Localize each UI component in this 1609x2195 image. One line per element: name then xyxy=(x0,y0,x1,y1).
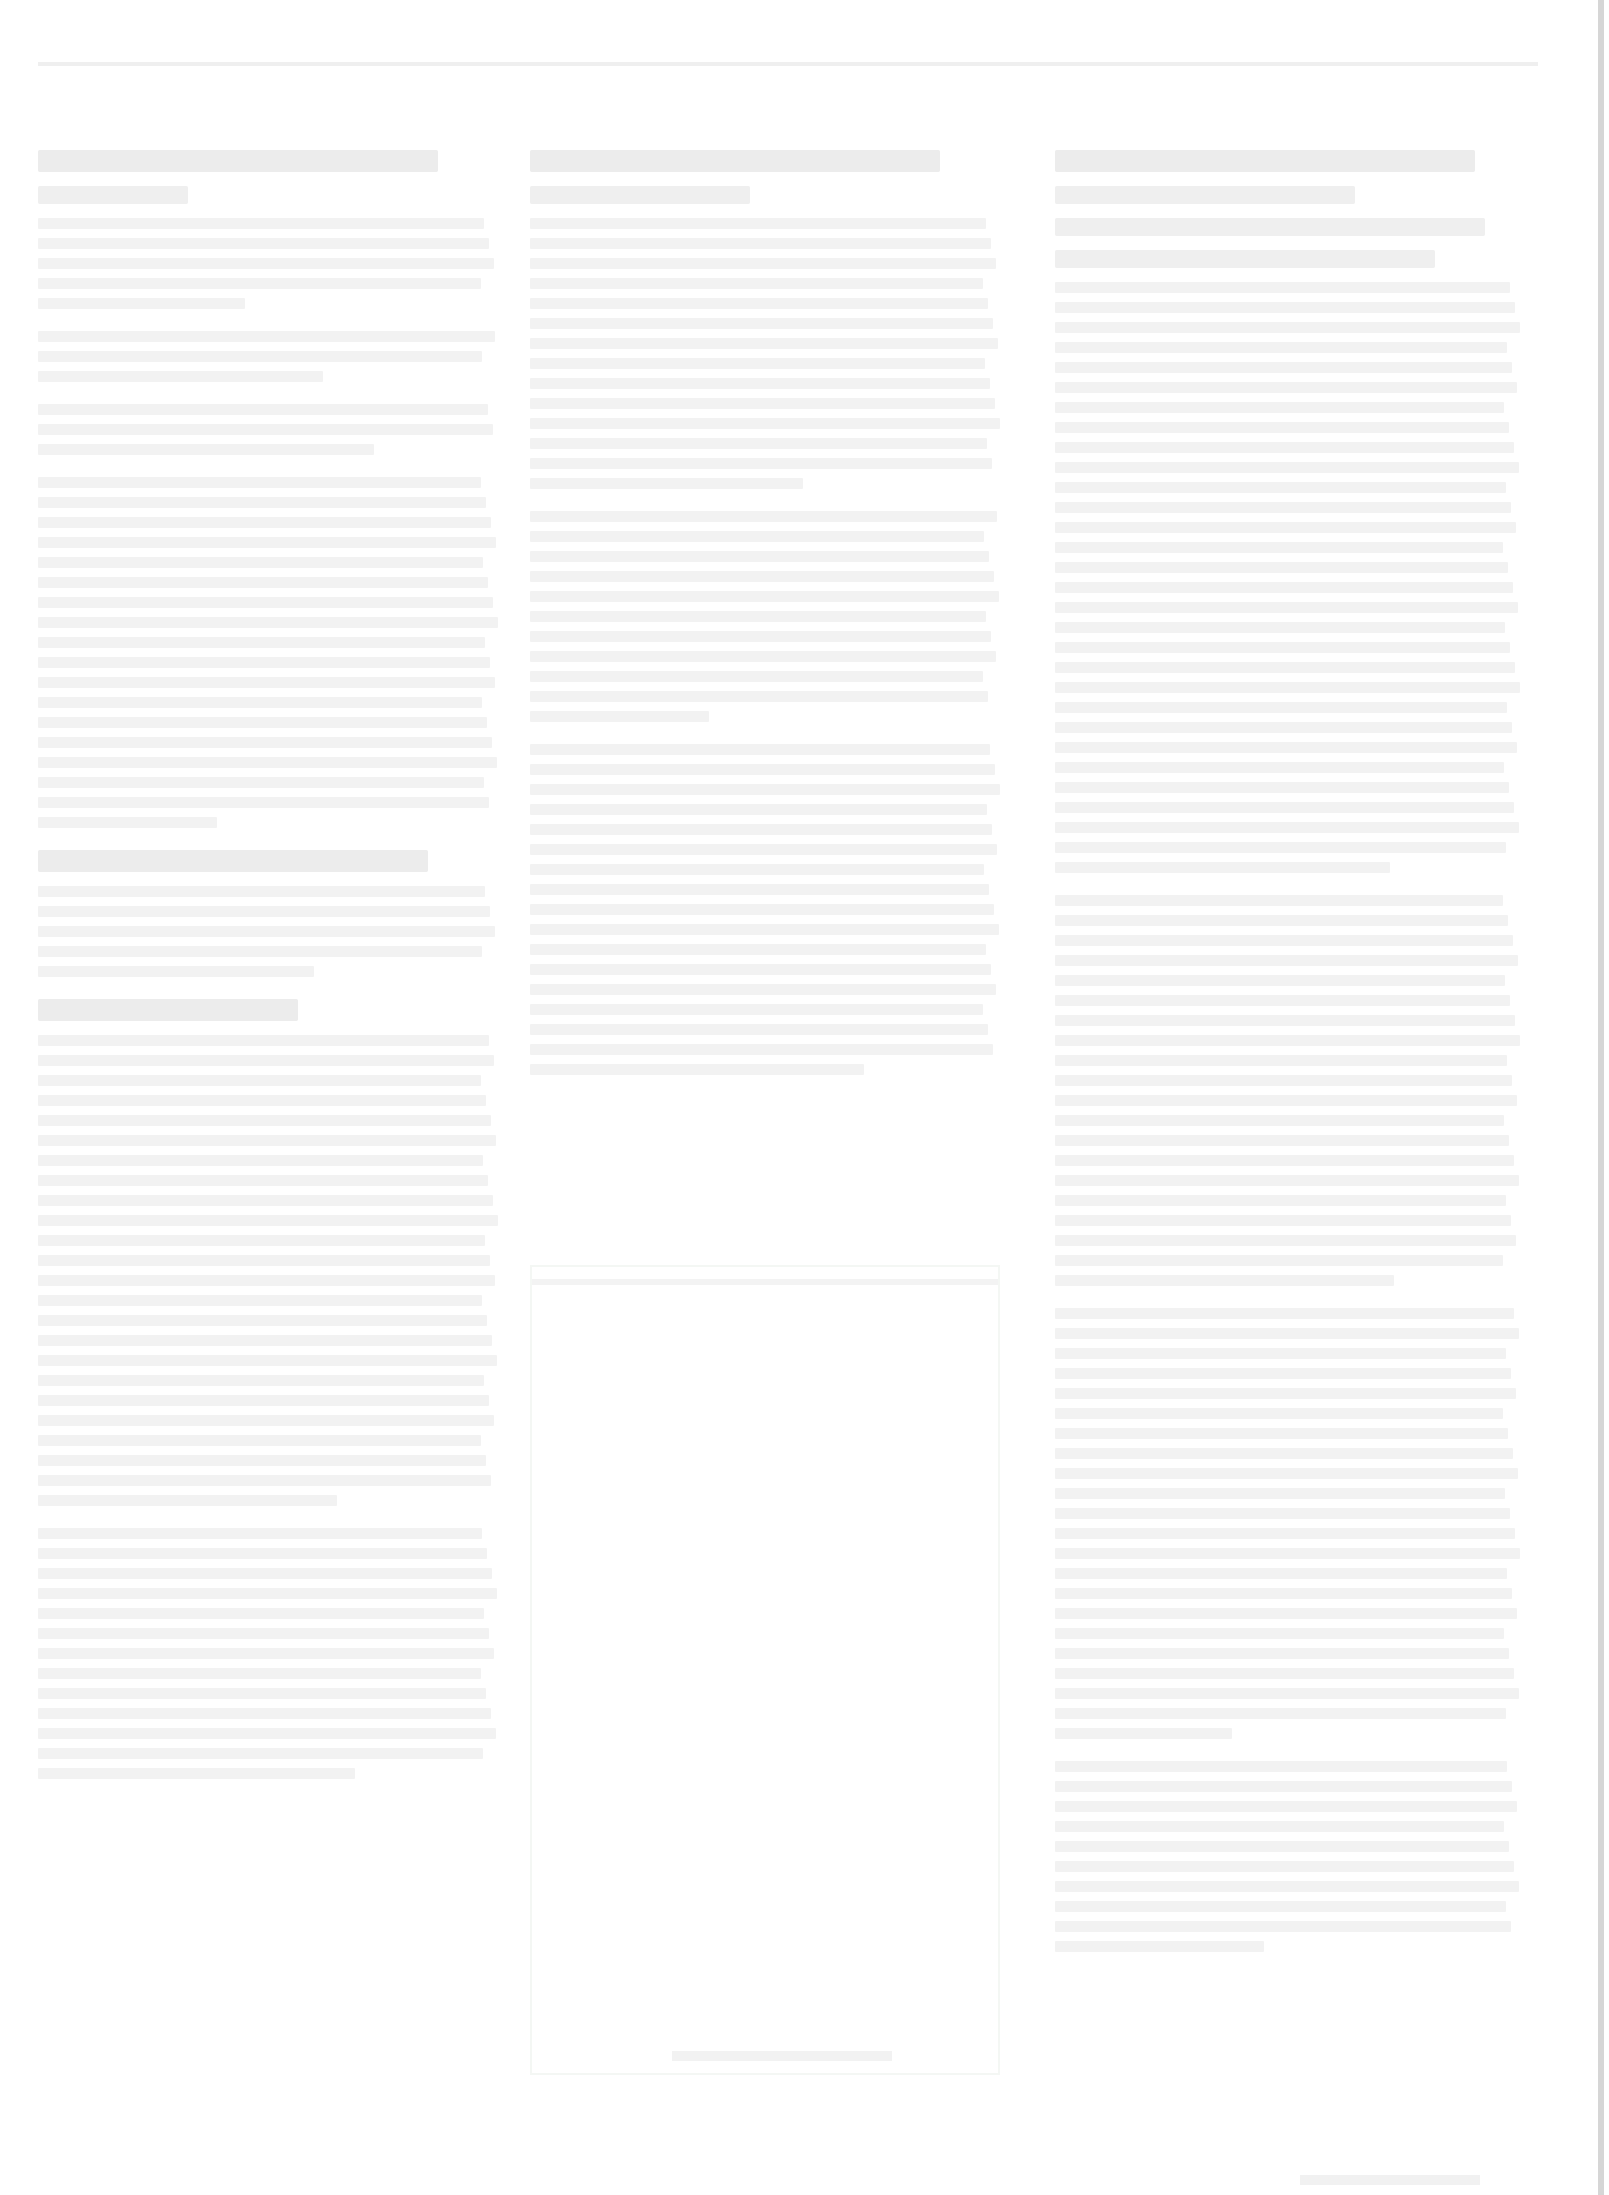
faded-text-line xyxy=(38,1588,497,1599)
figure-top-rule xyxy=(532,1279,998,1285)
faded-text-line xyxy=(38,1568,492,1579)
faded-text-line xyxy=(38,1375,484,1386)
faded-text-line xyxy=(530,358,985,369)
faded-text-line xyxy=(530,278,983,289)
faded-text-line xyxy=(38,1155,483,1166)
faded-heading xyxy=(1055,250,1435,268)
faded-text-line xyxy=(38,1708,491,1719)
footer-faded-text xyxy=(1300,2175,1480,2185)
faded-text-line xyxy=(1055,1841,1509,1852)
faded-text-line xyxy=(1055,462,1519,473)
faded-paragraph xyxy=(38,218,498,309)
faded-text-line xyxy=(1055,1055,1507,1066)
faded-text-line xyxy=(38,1435,481,1446)
faded-text-line xyxy=(1055,1468,1518,1479)
faded-text-line xyxy=(1055,562,1508,573)
faded-text-line xyxy=(1055,1408,1503,1419)
faded-text-line xyxy=(530,458,992,469)
faded-text-line xyxy=(38,1295,482,1306)
faded-text-line xyxy=(530,298,988,309)
faded-text-line xyxy=(1055,1921,1511,1932)
faded-text-line xyxy=(1055,1668,1514,1679)
faded-text-line xyxy=(38,537,496,548)
faded-text-line xyxy=(1055,622,1505,633)
faded-text-line xyxy=(530,398,995,409)
faded-text-line xyxy=(1055,1368,1511,1379)
faded-text-line xyxy=(1055,1255,1503,1266)
faded-text-line xyxy=(38,477,481,488)
faded-text-line xyxy=(530,571,994,582)
faded-text-line xyxy=(1055,1861,1514,1872)
faded-text-line xyxy=(38,1415,494,1426)
faded-heading xyxy=(1055,218,1485,236)
faded-text-line xyxy=(530,691,988,702)
faded-text-line xyxy=(38,1115,491,1126)
faded-paragraph xyxy=(1055,895,1520,1286)
faded-paragraph xyxy=(1055,282,1520,873)
text-column-middle xyxy=(530,150,1000,1097)
faded-heading xyxy=(38,999,298,1021)
faded-heading xyxy=(38,186,188,204)
faded-text-line xyxy=(1055,1548,1520,1559)
faded-text-line xyxy=(38,797,489,808)
faded-text-line xyxy=(38,657,490,668)
faded-text-line xyxy=(1055,762,1504,773)
faded-text-line xyxy=(38,1095,486,1106)
faded-text-line xyxy=(530,378,990,389)
faded-text-line xyxy=(38,817,217,828)
faded-text-line xyxy=(38,1175,488,1186)
faded-text-line xyxy=(38,218,484,229)
faded-text-line xyxy=(1055,402,1504,413)
faded-text-line xyxy=(1055,482,1506,493)
figure-caption-faded xyxy=(672,2051,892,2061)
faded-text-line xyxy=(1055,1275,1394,1286)
text-column-left xyxy=(38,150,498,1801)
faded-text-line xyxy=(1055,1528,1515,1539)
faded-heading xyxy=(1055,186,1355,204)
faded-text-line xyxy=(38,926,495,937)
faded-text-line xyxy=(1055,382,1517,393)
faded-heading xyxy=(38,150,438,172)
faded-text-line xyxy=(1055,602,1518,613)
faded-text-line xyxy=(38,424,493,435)
faded-text-line xyxy=(1055,362,1512,373)
faded-text-line xyxy=(1055,282,1510,293)
faded-text-line xyxy=(38,1608,484,1619)
faded-text-line xyxy=(1055,1195,1506,1206)
figure-frame xyxy=(530,1265,1000,2075)
faded-text-line xyxy=(1055,1821,1504,1832)
faded-text-line xyxy=(38,1135,496,1146)
faded-text-line xyxy=(38,404,488,415)
faded-text-line xyxy=(1055,1781,1512,1792)
faded-text-line xyxy=(530,591,999,602)
faded-text-line xyxy=(530,864,984,875)
faded-text-line xyxy=(530,984,996,995)
faded-text-line xyxy=(530,1044,993,1055)
faded-text-line xyxy=(1055,1308,1514,1319)
faded-text-line xyxy=(1055,1115,1504,1126)
faded-text-line xyxy=(38,1395,489,1406)
faded-text-line xyxy=(1055,1328,1519,1339)
faded-text-line xyxy=(38,1475,491,1486)
faded-heading xyxy=(1055,150,1475,172)
faded-text-line xyxy=(38,497,486,508)
faded-text-line xyxy=(530,651,996,662)
faded-heading xyxy=(38,850,428,872)
faded-text-line xyxy=(38,637,485,648)
faded-text-line xyxy=(1055,1588,1512,1599)
faded-text-line xyxy=(1055,1135,1509,1146)
faded-text-line xyxy=(1055,1608,1517,1619)
faded-text-line xyxy=(38,298,245,309)
faded-text-line xyxy=(1055,995,1510,1006)
faded-text-line xyxy=(38,351,482,362)
faded-text-line xyxy=(38,1055,494,1066)
faded-text-line xyxy=(1055,802,1514,813)
faded-text-line xyxy=(1055,1075,1512,1086)
faded-text-line xyxy=(38,371,323,382)
faded-paragraph xyxy=(530,218,1000,489)
faded-paragraph xyxy=(530,511,1000,722)
faded-text-line xyxy=(1055,1448,1513,1459)
faded-text-line xyxy=(530,258,996,269)
faded-text-line xyxy=(1055,782,1509,793)
faded-text-line xyxy=(38,906,490,917)
faded-text-line xyxy=(38,1728,496,1739)
faded-paragraph xyxy=(1055,1308,1520,1739)
faded-text-line xyxy=(38,1648,494,1659)
faded-text-line xyxy=(38,1335,492,1346)
faded-text-line xyxy=(530,478,803,489)
faded-text-line xyxy=(1055,1881,1519,1892)
faded-text-line xyxy=(1055,642,1510,653)
faded-text-line xyxy=(38,777,484,788)
faded-text-line xyxy=(1055,1801,1517,1812)
faded-text-line xyxy=(1055,1155,1514,1166)
faded-paragraph xyxy=(38,886,498,977)
faded-text-line xyxy=(1055,682,1520,693)
faded-text-line xyxy=(1055,935,1513,946)
faded-text-line xyxy=(1055,322,1520,333)
faded-heading xyxy=(530,150,940,172)
faded-text-line xyxy=(1055,1235,1516,1246)
faded-text-line xyxy=(38,1035,489,1046)
faded-text-line xyxy=(38,1768,355,1779)
faded-text-line xyxy=(530,511,997,522)
faded-text-line xyxy=(38,1195,493,1206)
faded-text-line xyxy=(530,438,987,449)
faded-text-line xyxy=(38,1548,487,1559)
faded-text-line xyxy=(530,804,987,815)
faded-text-line xyxy=(530,904,994,915)
faded-text-line xyxy=(1055,1628,1504,1639)
faded-text-line xyxy=(530,1064,864,1075)
faded-text-line xyxy=(1055,542,1503,553)
faded-text-line xyxy=(38,1688,486,1699)
faded-text-line xyxy=(38,577,488,588)
faded-text-line xyxy=(38,1275,495,1286)
faded-text-line xyxy=(1055,1035,1520,1046)
faded-paragraph xyxy=(38,331,498,382)
faded-text-line xyxy=(38,1315,487,1326)
faded-text-line xyxy=(1055,1508,1510,1519)
faded-text-line xyxy=(38,1748,483,1759)
faded-text-line xyxy=(530,784,1000,795)
faded-text-line xyxy=(38,1628,489,1639)
faded-text-line xyxy=(38,331,495,342)
page-edge-shadow xyxy=(1598,0,1604,2195)
faded-text-line xyxy=(38,1355,497,1366)
faded-paragraph xyxy=(38,1528,498,1779)
faded-text-line xyxy=(1055,742,1517,753)
faded-text-line xyxy=(38,886,485,897)
faded-text-line xyxy=(38,1455,486,1466)
faded-text-line xyxy=(530,611,986,622)
faded-text-line xyxy=(38,1255,490,1266)
faded-text-line xyxy=(530,744,990,755)
faded-paragraph xyxy=(38,477,498,828)
faded-text-line xyxy=(38,1668,481,1679)
faded-text-line xyxy=(38,258,494,269)
faded-paragraph xyxy=(38,1035,498,1506)
faded-paragraph xyxy=(38,404,498,455)
faded-text-line xyxy=(38,597,493,608)
faded-text-line xyxy=(38,444,374,455)
faded-text-line xyxy=(1055,1175,1519,1186)
faded-text-line xyxy=(38,1235,485,1246)
faded-text-line xyxy=(530,1024,988,1035)
faded-text-line xyxy=(1055,1015,1515,1026)
faded-text-line xyxy=(1055,662,1515,673)
faded-text-line xyxy=(1055,442,1514,453)
faded-text-line xyxy=(530,964,991,975)
faded-text-line xyxy=(1055,522,1516,533)
faded-text-line xyxy=(38,966,314,977)
faded-paragraph xyxy=(530,744,1000,1075)
faded-text-line xyxy=(1055,822,1519,833)
faded-text-line xyxy=(38,697,482,708)
faded-text-line xyxy=(1055,915,1508,926)
faded-text-line xyxy=(530,218,986,229)
faded-text-line xyxy=(530,338,998,349)
faded-text-line xyxy=(1055,422,1509,433)
faded-text-line xyxy=(1055,502,1511,513)
faded-text-line xyxy=(1055,1348,1506,1359)
faded-text-line xyxy=(1055,1388,1516,1399)
faded-text-line xyxy=(1055,1688,1519,1699)
faded-text-line xyxy=(1055,1761,1507,1772)
faded-text-line xyxy=(1055,702,1507,713)
faded-text-line xyxy=(530,884,989,895)
faded-text-line xyxy=(530,944,986,955)
faded-paragraph xyxy=(1055,1761,1520,1952)
faded-text-line xyxy=(38,757,497,768)
faded-text-line xyxy=(1055,1708,1506,1719)
faded-text-line xyxy=(1055,1488,1505,1499)
faded-text-line xyxy=(1055,975,1505,986)
faded-text-line xyxy=(38,1215,498,1226)
faded-text-line xyxy=(530,531,984,542)
faded-text-line xyxy=(1055,1428,1508,1439)
faded-text-line xyxy=(1055,1215,1511,1226)
faded-text-line xyxy=(38,1528,482,1539)
faded-text-line xyxy=(1055,1648,1509,1659)
faded-text-line xyxy=(38,617,498,628)
faded-text-line xyxy=(1055,722,1512,733)
faded-text-line xyxy=(530,631,991,642)
page-top-rule xyxy=(38,62,1538,66)
faded-text-line xyxy=(38,677,495,688)
faded-text-line xyxy=(530,671,983,682)
faded-text-line xyxy=(530,924,999,935)
faded-text-line xyxy=(1055,862,1390,873)
faded-text-line xyxy=(1055,955,1518,966)
faded-text-line xyxy=(38,946,482,957)
faded-text-line xyxy=(38,737,492,748)
faded-text-line xyxy=(1055,1095,1517,1106)
faded-heading xyxy=(530,186,750,204)
faded-text-line xyxy=(530,318,993,329)
faded-text-line xyxy=(530,764,995,775)
faded-text-line xyxy=(38,717,487,728)
faded-text-line xyxy=(1055,1728,1232,1739)
faded-text-line xyxy=(1055,842,1506,853)
faded-text-line xyxy=(530,711,709,722)
faded-text-line xyxy=(38,1075,481,1086)
faded-text-line xyxy=(530,551,989,562)
faded-text-line xyxy=(530,418,1000,429)
text-column-right xyxy=(1055,150,1520,1974)
faded-text-line xyxy=(38,278,481,289)
faded-text-line xyxy=(1055,1568,1507,1579)
faded-text-line xyxy=(38,517,491,528)
faded-text-line xyxy=(1055,582,1513,593)
faded-text-line xyxy=(530,824,992,835)
faded-text-line xyxy=(530,1004,983,1015)
faded-text-line xyxy=(1055,895,1503,906)
faded-text-line xyxy=(38,1495,337,1506)
faded-text-line xyxy=(1055,342,1507,353)
faded-text-line xyxy=(1055,302,1515,313)
faded-text-line xyxy=(38,557,483,568)
faded-text-line xyxy=(1055,1901,1506,1912)
faded-text-line xyxy=(530,844,997,855)
faded-text-line xyxy=(530,238,991,249)
faded-text-line xyxy=(1055,1941,1264,1952)
faded-text-line xyxy=(38,238,489,249)
